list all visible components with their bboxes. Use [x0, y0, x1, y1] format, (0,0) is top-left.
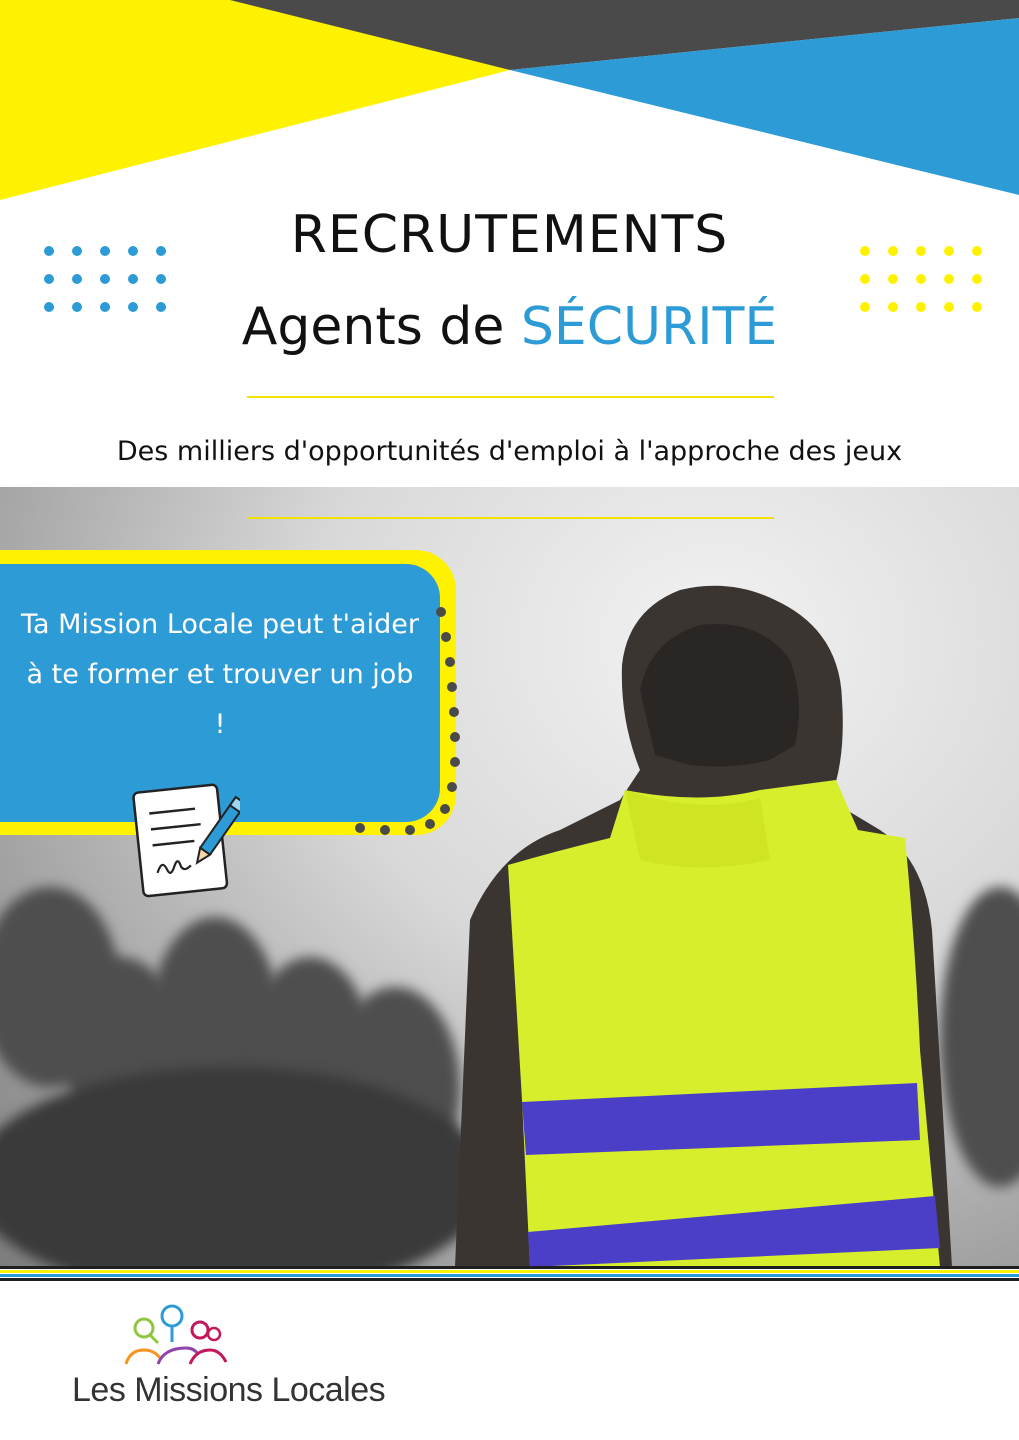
- page-title: RECRUTEMENTS: [290, 205, 729, 265]
- photo-divider-line: [247, 517, 774, 519]
- footer-stripes: [0, 1266, 1019, 1282]
- page-title-line2: [0, 292, 1019, 362]
- signed-document-icon: [128, 778, 240, 898]
- missions-locales-logo-icon: [120, 1302, 230, 1372]
- title-prefix: Agents de: [241, 297, 521, 357]
- divider-line: [247, 396, 774, 398]
- subtitle: Des milliers d'opportunités d'emploi à l'approche des jeux: [116, 436, 903, 467]
- logo-text: Les Missions Locales: [72, 1371, 386, 1409]
- header-triangles: [0, 0, 1019, 200]
- callout-text: Ta Mission Locale peut t'aider à te former et trouver un job !: [21, 609, 419, 740]
- title-accent: SÉCURITÉ: [520, 297, 778, 357]
